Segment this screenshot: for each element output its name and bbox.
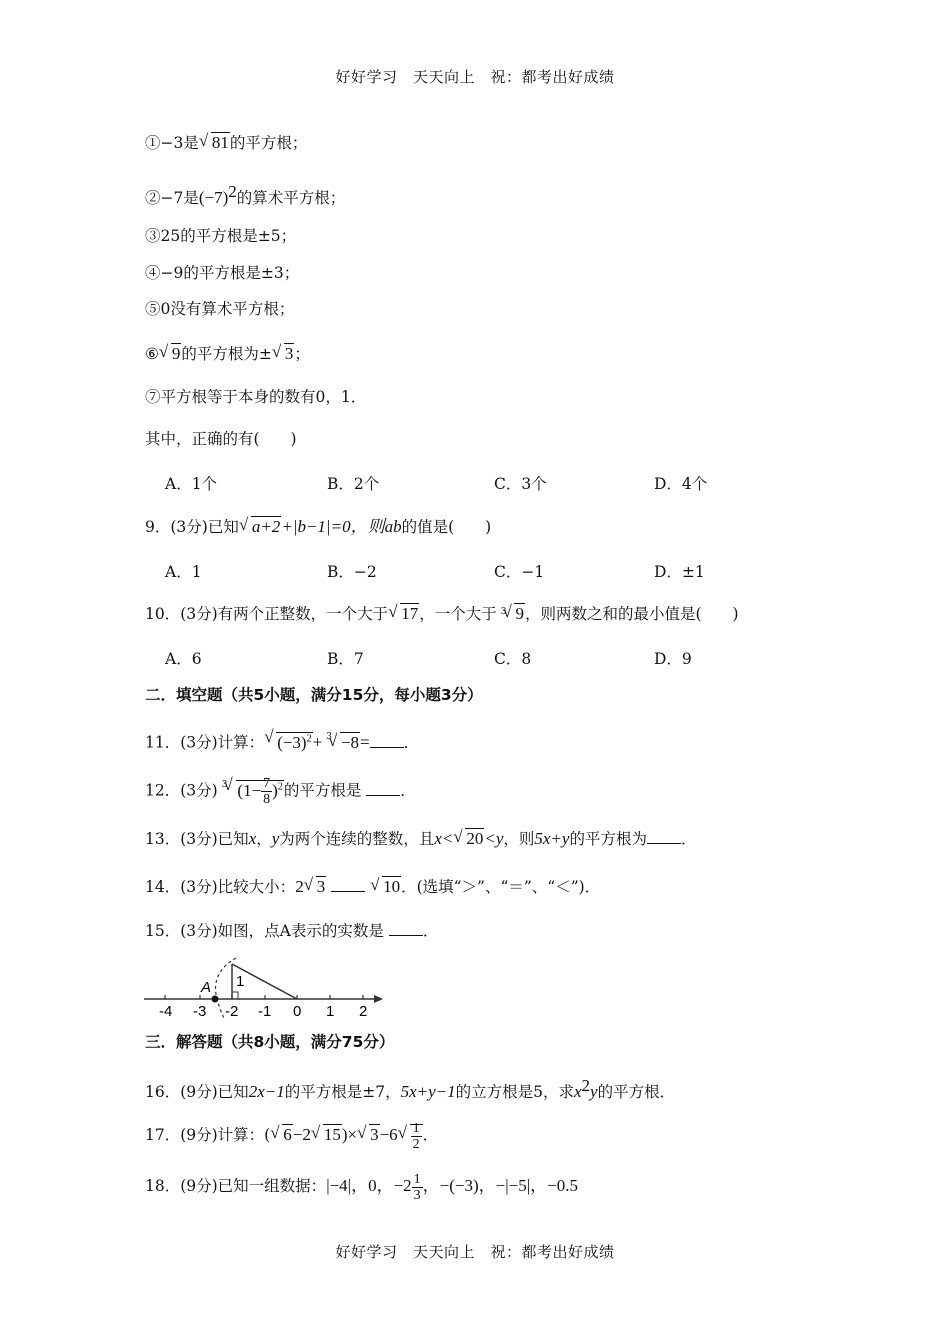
- question-15: 15．(3分)如图，点A表示的实数是 ．: [145, 922, 439, 940]
- statement-5: ⑤0没有算术平方根；: [145, 300, 295, 318]
- question-9: 9．(3分)已知√ a+2+|b−1|=0，则ab的值是( ): [145, 516, 491, 538]
- statement-1: ①−3是√ 81的平方根；: [145, 132, 307, 154]
- q9-option-b: B．−2: [327, 563, 377, 581]
- page-footer: 好好学习 天天向上 祝：都考出好成绩: [335, 1243, 615, 1261]
- q8-option-a: A．1个: [165, 475, 218, 493]
- section-3-title: 三．解答题（共8小题，满分75分）: [145, 1033, 395, 1051]
- page-header: 好好学习 天天向上 祝：都考出好成绩: [335, 68, 615, 86]
- number-line-figure: [140, 948, 390, 1023]
- question-12: 12．(3分) $^3$√ (1− $\frac{7}{8}$ )$^2$的平方根是 ．: [145, 770, 416, 808]
- tick-label: -1: [258, 1003, 272, 1020]
- statement-4: ④−9的平方根是±3；: [145, 264, 300, 282]
- question-13: 13．(3分)已知x，y为两个连续的整数，且x<√ 20<y，则5x+y的平方根为 ．: [145, 828, 696, 850]
- tick-label: -3: [193, 1003, 207, 1020]
- q8-option-d: D．4个: [654, 475, 708, 493]
- statement-3: ③25的平方根是±5；: [145, 227, 297, 245]
- answer-blank[interactable]: [647, 843, 681, 844]
- question-18: 18．(9分)已知一组数据：|−4|，0，−2 $\frac{1}{3}$ ，−(−3)，−|−5|，−0.5: [145, 1171, 578, 1203]
- statement-6: ⑥√ 9的平方根为±√ 3；: [145, 343, 310, 365]
- sqrt: √ 81: [199, 132, 230, 154]
- statement-7: ⑦平方根等于本身的数有0，1．: [145, 388, 367, 406]
- point-a-label: A: [201, 979, 212, 996]
- answer-blank[interactable]: [370, 747, 404, 748]
- q10-option-d: D．9: [654, 650, 692, 668]
- q8-option-b: B．2个: [327, 475, 380, 493]
- q8-stem: 其中，正确的有( ): [145, 430, 297, 448]
- question-17: 17．(9分)计算：(√ 6−2√ 15)×√ 3−6 √ $\frac{1}{2}$ ．: [145, 1117, 438, 1153]
- segment-length-label: 1: [236, 973, 245, 990]
- q10-option-c: C．8: [494, 650, 532, 668]
- q10-option-a: A．6: [165, 650, 202, 668]
- statement-2: ②−7是$(-7)^2$的算术平方根；: [145, 182, 346, 208]
- question-16: 16．(9分)已知2x−1的平方根是±7，5x+y−1的立方根是5，求$x^2y$的平方根．: [145, 1076, 676, 1102]
- answer-blank[interactable]: [331, 891, 365, 892]
- tick-label: -2: [225, 1003, 239, 1020]
- question-10: 10．(3分)有两个正整数，一个大于√ 17，一个大于 $^3$√ 9，则两数之和的最小值是( ): [145, 603, 739, 625]
- tick-label: 2: [359, 1003, 368, 1020]
- q10-option-b: B．7: [327, 650, 364, 668]
- question-11: 11．(3分)计算：√ $(-3)^2+ ^3√ -8=$ ．: [145, 728, 419, 754]
- point-a: [212, 996, 219, 1003]
- q9-option-a: A．1: [165, 563, 202, 581]
- q8-option-c: C．3个: [494, 475, 547, 493]
- right-angle-mark: [232, 992, 238, 999]
- q9-option-c: C．−1: [494, 563, 545, 581]
- tick-label: 0: [293, 1003, 302, 1020]
- q9-option-d: D．±1: [654, 563, 705, 581]
- question-14: 14．(3分)比较大小：2√ 3 √ 10．(选填“＞”、“＝”、“＜”)．: [145, 876, 600, 898]
- axis-arrow-icon: [374, 995, 383, 1003]
- tick-label: -4: [159, 1003, 173, 1020]
- section-2-title: 二．填空题（共5小题，满分15分，每小题3分）: [145, 686, 483, 704]
- tick-label: 1: [326, 1003, 335, 1020]
- answer-blank[interactable]: [366, 795, 400, 796]
- answer-blank[interactable]: [389, 935, 423, 936]
